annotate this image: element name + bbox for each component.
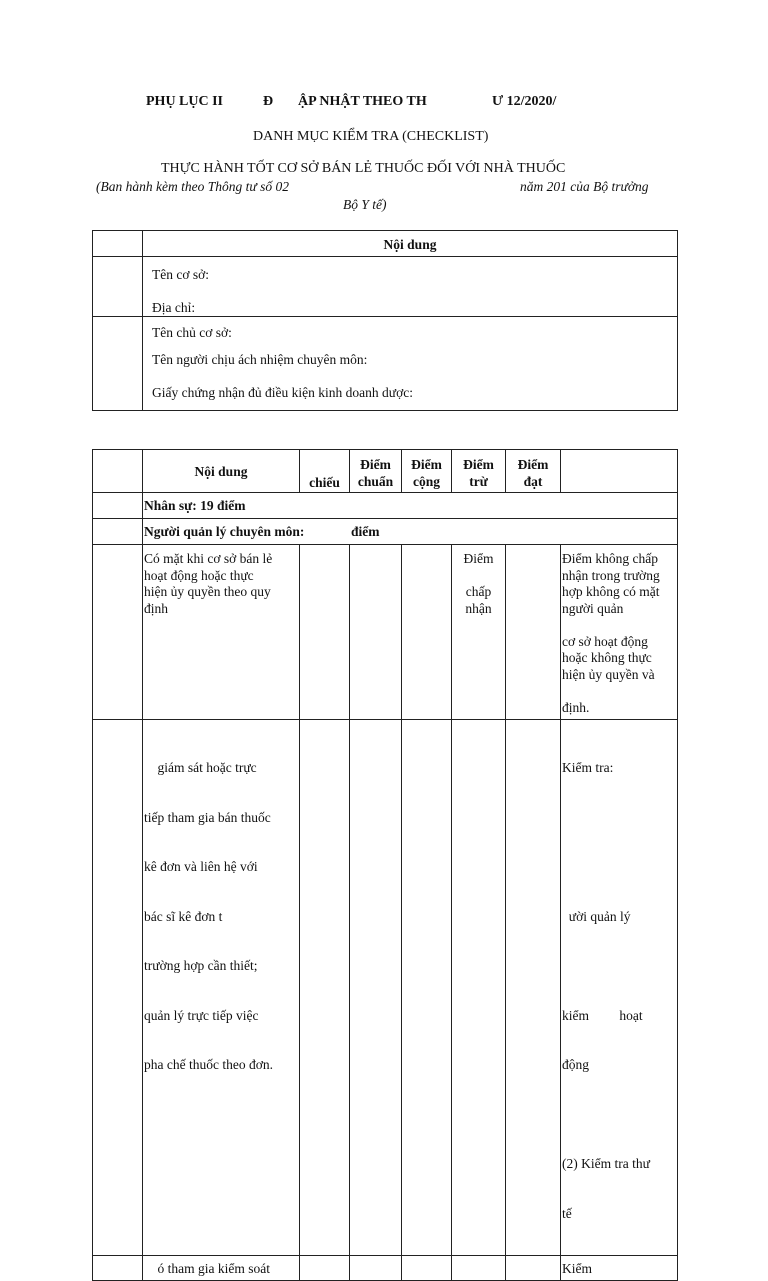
- reference-cell: [300, 1256, 350, 1281]
- owner-label: Tên chủ cơ sở:: [152, 325, 232, 340]
- header-fragment-d: Đ: [263, 94, 274, 109]
- checklist-table: [92, 449, 678, 1281]
- notes-cell: Kiểm: [561, 1256, 678, 1281]
- facility-name-label: Tên cơ sở:: [152, 267, 210, 282]
- document-title: DANH MỤC KIỂM TRA (CHECKLIST): [253, 129, 489, 144]
- row-content: Có mặt khi cơ sở bán lẻ hoạt động hoặc thực hiện ủy quyền theo quy định: [143, 545, 300, 720]
- blank-cell: [93, 519, 143, 545]
- info-blank-cell: [93, 257, 143, 317]
- blank-cell: [93, 493, 143, 519]
- standard-cell: [350, 720, 402, 1256]
- header-content: Nội dung: [143, 450, 300, 493]
- facility-info-table: [92, 230, 678, 411]
- header-reference: chiếu: [300, 450, 350, 493]
- blank-cell: [93, 720, 143, 1256]
- facility-cell: [143, 257, 678, 317]
- info-blank-cell: [93, 231, 143, 257]
- reference-cell: [300, 720, 350, 1256]
- owner-cell: [143, 317, 678, 411]
- achieved-cell: [506, 1256, 561, 1281]
- row-content: giám sát hoặc trực tiếp tham gia bán thuốc kê đơn và liên hệ với bác sĩ kê đơn t trường hợp cần thiết; quản lý trực tiếp việc pha chế thuốc theo đơn.: [143, 720, 300, 1256]
- notes-cell: Kiểm tra: ười quản lý kiểm hoạt động (2) Kiểm tra thư tế: [561, 720, 678, 1256]
- header-bonus-points: Điểm cộng: [402, 450, 452, 493]
- minus-cell: [452, 1256, 506, 1281]
- issued-by-line2: Bộ Y tế): [343, 197, 387, 212]
- section-heading: Nhân sự: 19 điểm: [143, 493, 678, 519]
- header-minus-points: Điểm trừ: [452, 450, 506, 493]
- appendix-label: PHỤ LỤC II: [146, 94, 224, 109]
- notes-cell: Điểm không chấp nhận trong trường hợp không có mặt người quản cơ sở hoạt động hoặc không thực hiện ủy quyền và định.: [561, 545, 678, 720]
- row-content: ó tham gia kiểm soát: [143, 1256, 300, 1281]
- bonus-cell: [402, 1256, 452, 1281]
- subsection-heading: [143, 519, 678, 545]
- subsection-points: điểm: [351, 524, 380, 539]
- blank-cell: [93, 1256, 143, 1281]
- achieved-cell: [506, 545, 561, 720]
- header-notes-cell: [561, 450, 678, 493]
- header-standard-points: Điểm chuẩn: [350, 450, 402, 493]
- address-label: Địa chỉ:: [152, 300, 196, 315]
- info-header: Nội dung: [143, 231, 678, 257]
- bonus-cell: [402, 720, 452, 1256]
- header-fragment-circular: Ư 12/2020/: [492, 94, 557, 109]
- minus-cell: Điểm chấp nhận: [452, 545, 506, 720]
- issued-by-left: (Ban hành kèm theo Thông tư số 02: [96, 179, 289, 194]
- blank-cell: [93, 545, 143, 720]
- bonus-cell: [402, 545, 452, 720]
- header-fragment-update: ẬP NHẬT THEO TH: [298, 94, 427, 109]
- minus-cell: [452, 720, 506, 1256]
- subsection-label: Người quản lý chuyên môn:: [144, 524, 305, 539]
- standard-cell: [350, 1256, 402, 1281]
- achieved-cell: [506, 720, 561, 1256]
- reference-cell: [300, 545, 350, 720]
- info-blank-cell: [93, 317, 143, 411]
- responsible-person-label: Tên người chịu ách nhiệm chuyên môn:: [152, 352, 368, 367]
- issued-by-right: năm 201 của Bộ trưởng: [520, 179, 649, 194]
- blank-header-cell: [93, 450, 143, 493]
- certificate-label: Giấy chứng nhận đủ điều kiện kinh doanh dược:: [152, 385, 413, 400]
- header-achieved-points: Điểm đạt: [506, 450, 561, 493]
- standard-cell: [350, 545, 402, 720]
- document-subtitle: THỰC HÀNH TỐT CƠ SỞ BÁN LẺ THUỐC ĐỐI VỚI NHÀ THUỐC: [161, 161, 566, 176]
